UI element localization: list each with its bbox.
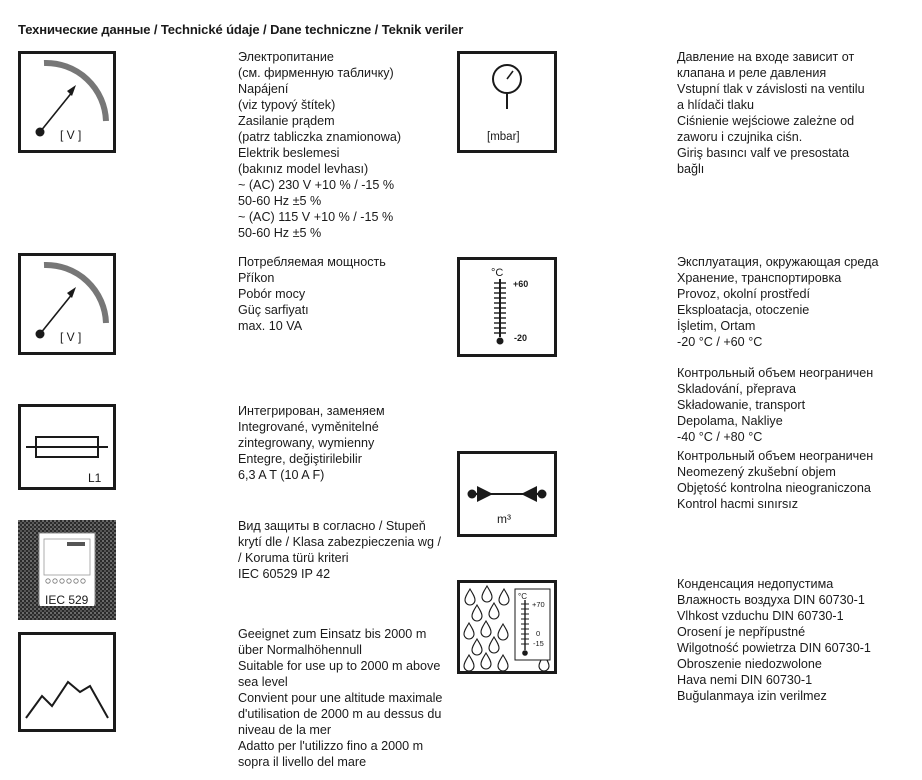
- humidity-drops-icon: [457, 580, 557, 674]
- text-line: Obroszenie niedozwolone: [677, 657, 822, 671]
- text-line: Vlhkost vzduchu DIN 60730-1: [677, 609, 844, 623]
- text-line: Geeignet zum Einsatz bis 2000 m: [238, 627, 427, 641]
- text-line: Entegre, değiştirilebilir: [238, 452, 362, 466]
- thermometer-unit-label: °C: [491, 267, 504, 279]
- text-line: IEC 60529 IP 42: [238, 567, 331, 581]
- humidity-low-label: -15: [533, 639, 544, 648]
- text-line: Wilgotność powietrza DIN 60730-1: [677, 641, 871, 655]
- volume-flow-icon: [457, 451, 557, 537]
- text-line: Kontrol hacmi sınırsız: [677, 497, 799, 511]
- fuse-text: [238, 403, 385, 483]
- voltmeter-unit-label: [ V ]: [60, 330, 82, 344]
- voltmeter-unit-label: [ V ]: [60, 128, 82, 142]
- humidity-unit-label: °C: [518, 592, 527, 601]
- text-line: über Normalhöhennull: [238, 643, 362, 657]
- text-line: Hava nemi DIN 60730-1: [677, 673, 813, 687]
- text-line: Giriş basıncı valf ve presostata: [677, 146, 850, 160]
- text-line: d'utilisation de 2000 m au dessus du: [238, 707, 442, 721]
- text-line: krytí dle / Klasa zabezpieczenia wg /: [238, 535, 442, 549]
- text-line: sopra il livello del mare: [238, 755, 367, 769]
- operation-temperature-text: [677, 254, 879, 350]
- pressure-unit-label: [mbar]: [487, 131, 520, 143]
- text-line: niveau de la mer: [238, 723, 332, 737]
- text-line: Потребляемая мощность: [238, 255, 386, 269]
- text-line: zintegrowany, wymienny: [238, 436, 375, 450]
- ip-label: IEC 529: [45, 593, 89, 607]
- volume-unit-label: m³: [497, 512, 511, 526]
- text-line: Интегрирован, заменяем: [238, 404, 385, 418]
- text-line: Buğulanmaya izin verilmez: [677, 689, 827, 703]
- text-line: Güç sarfiyatı: [238, 303, 309, 317]
- text-line: Składowanie, transport: [677, 398, 806, 412]
- text-line: Эксплуатация, окружающая среда: [677, 255, 879, 269]
- text-line: a hlídači tlaku: [677, 98, 755, 112]
- humidity-high-label: +70: [532, 600, 545, 609]
- text-line: Skladování, přeprava: [677, 382, 797, 396]
- text-line: Elektrik beslemesi: [238, 146, 340, 160]
- text-line: Контрольный объем неограничен: [677, 366, 874, 380]
- fuse-label: L1: [88, 471, 102, 485]
- text-line: Ciśnienie wejściowe zależne od: [677, 114, 855, 128]
- thermometer-icon: [457, 257, 557, 357]
- text-line: Вид защиты в согласно / Stupeň: [238, 519, 426, 533]
- text-line: Конденсация недопустима: [677, 577, 834, 591]
- ip-protection-icon: [18, 520, 116, 620]
- text-line: Электропитание: [238, 50, 334, 64]
- text-line: Vstupní tlak v závislosti na ventilu: [677, 82, 865, 96]
- text-line: -40 °C / +80 °C: [677, 430, 763, 444]
- test-volume-text: [677, 448, 873, 512]
- text-line: (patrz tabliczka znamionowa): [238, 130, 402, 144]
- power-consumption-text: [238, 254, 386, 334]
- thermometer-low-label: -20: [514, 333, 528, 343]
- text-line: Orosení je nepřípustné: [677, 625, 806, 639]
- text-line: zaworu i czujnika ciśn.: [677, 130, 803, 144]
- voltmeter-icon: [18, 51, 116, 153]
- text-line: Давление на входе зависит от: [677, 50, 855, 64]
- text-line: Objętość kontrolna nieograniczona: [677, 481, 871, 495]
- humidity-text: [677, 576, 871, 704]
- text-line: Integrované, vyměnitelné: [238, 420, 379, 434]
- text-line: Neomezený zkušební objem: [677, 465, 836, 479]
- text-line: ~ (AC) 230 V +10 % / -15 %: [238, 178, 395, 192]
- text-line: Napájení: [238, 82, 289, 96]
- inlet-pressure-text: [677, 49, 865, 177]
- humidity-zero-label: 0: [536, 629, 541, 638]
- thermometer-high-label: +60: [513, 279, 529, 289]
- text-line: (viz typový štítek): [238, 98, 336, 112]
- text-line: Depolama, Nakliye: [677, 414, 783, 428]
- text-line: -20 °C / +60 °C: [677, 335, 763, 349]
- text-line: (bakınız model levhası): [238, 162, 369, 176]
- altitude-text: [238, 626, 442, 770]
- text-line: Zasilanie prądem: [238, 114, 335, 128]
- text-line: клапана и реле давления: [677, 66, 827, 80]
- text-line: İşletim, Ortam: [677, 319, 756, 333]
- text-line: Suitable for use up to 2000 m above: [238, 659, 441, 673]
- text-line: 6,3 A T (10 A F): [238, 468, 325, 482]
- voltmeter-power-icon: [18, 253, 116, 355]
- text-line: Хранение, транспортировка: [677, 271, 842, 285]
- text-line: / Koruma türü kriteri: [238, 551, 349, 565]
- text-line: Влажность воздуха DIN 60730-1: [677, 593, 865, 607]
- text-line: 50-60 Hz ±5 %: [238, 194, 322, 208]
- text-line: 50-60 Hz ±5 %: [238, 226, 322, 240]
- text-line: bağlı: [677, 162, 705, 176]
- text-line: sea level: [238, 675, 288, 689]
- text-line: ~ (AC) 115 V +10 % / -15 %: [238, 210, 394, 224]
- fuse-icon: [18, 404, 116, 490]
- text-line: Контрольный объем неограничен: [677, 449, 874, 463]
- text-line: Convient pour une altitude maximale: [238, 691, 443, 705]
- altitude-mountain-icon: [18, 632, 116, 732]
- text-line: (см. фирменную табличку): [238, 66, 394, 80]
- page-heading: Технические данные / Technické údaje / Dane techniczne / Teknik veriler: [18, 22, 464, 37]
- text-line: Adatto per l'utilizzo fino a 2000 m: [238, 739, 424, 753]
- text-line: Provoz, okolní prostředí: [677, 287, 810, 301]
- pressure-gauge-icon: [457, 51, 557, 153]
- text-line: Pobór mocy: [238, 287, 306, 301]
- protection-text: [238, 518, 441, 582]
- text-line: Eksploatacja, otoczenie: [677, 303, 810, 317]
- text-line: max. 10 VA: [238, 319, 303, 333]
- text-line: Příkon: [238, 271, 275, 285]
- power-supply-text: [238, 49, 401, 241]
- storage-temperature-text: [677, 365, 873, 445]
